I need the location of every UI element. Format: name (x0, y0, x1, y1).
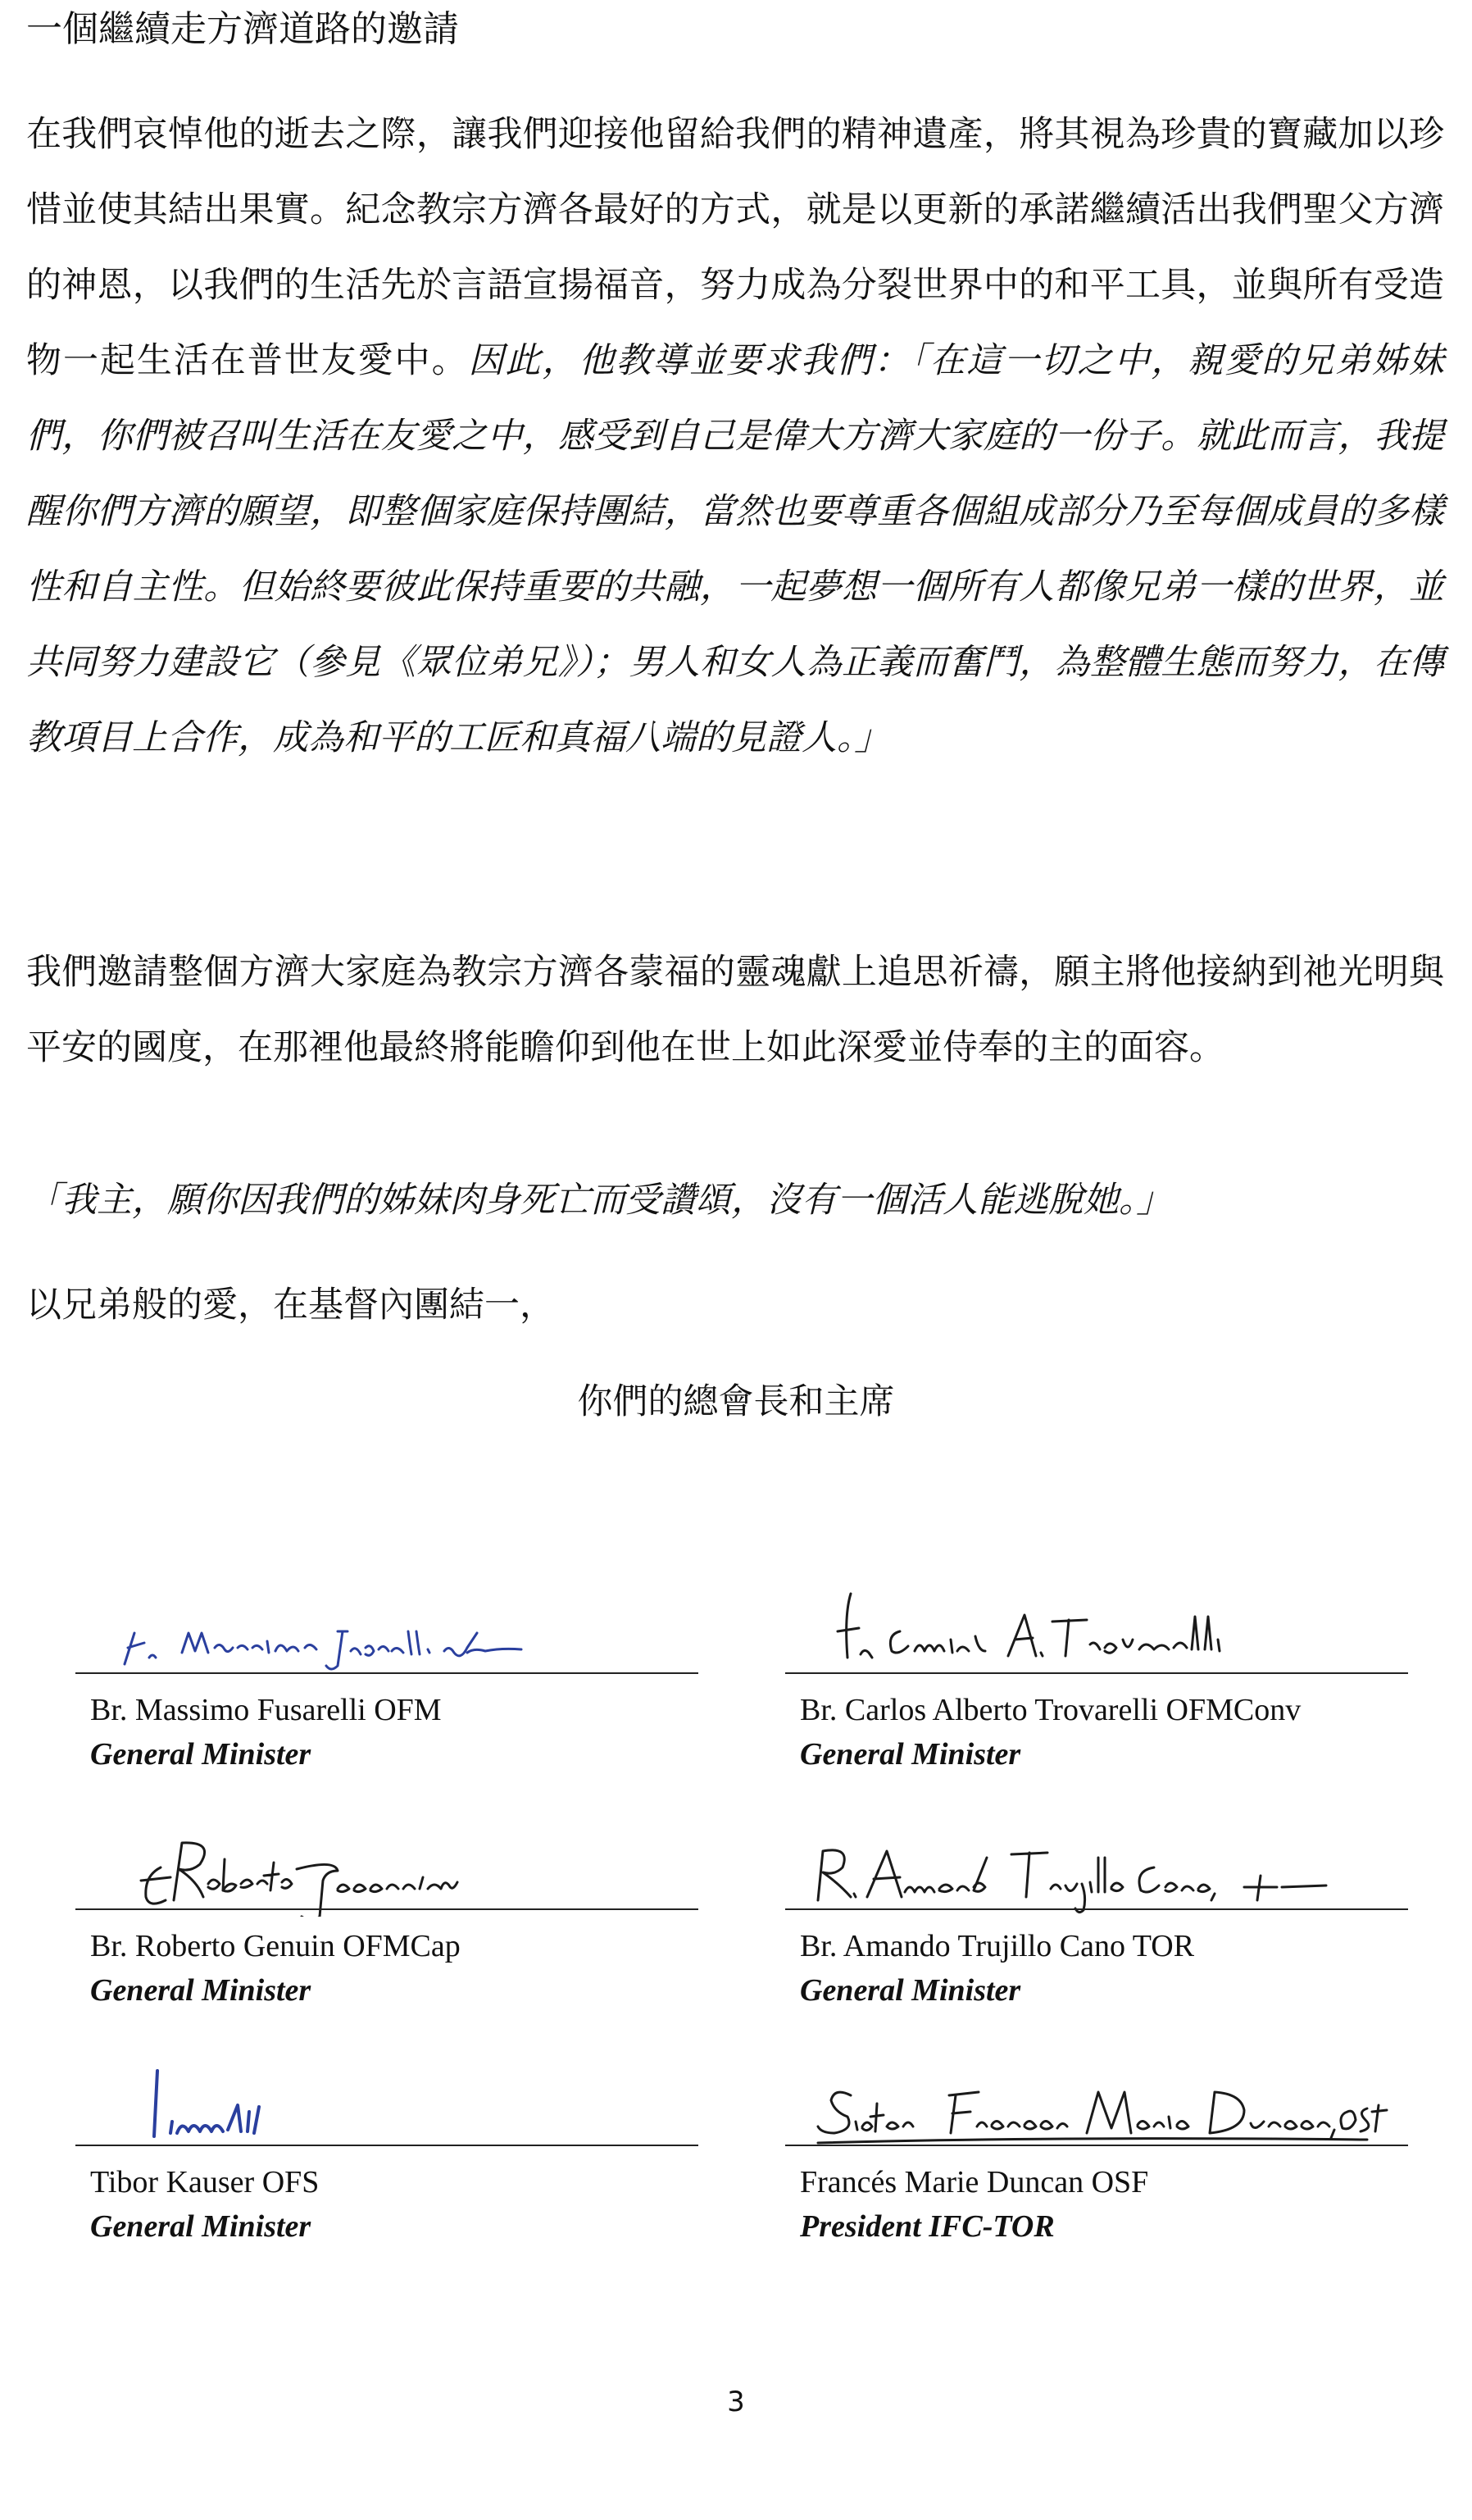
signatory-role: General Minister (800, 1973, 1021, 2008)
signature-block-trovarelli (785, 1582, 1408, 1795)
signature-line (75, 1672, 698, 1674)
signatory-role: General Minister (90, 2209, 311, 2244)
signatory-name: Br. Roberto Genuin OFMCap (90, 1929, 461, 1963)
canticle-quote: 「我主，願你因我們的姊妹肉身死亡而受讚頌，沒有一個活人能逃脫她。」 (26, 1180, 1172, 1221)
signatory-name: Br. Amando Trujillo Cano TOR (800, 1929, 1195, 1963)
signatory-name: Francés Marie Duncan OSF (800, 2165, 1149, 2199)
signature-block-fusarelli (75, 1582, 698, 1795)
signature-line (75, 2145, 698, 2146)
salutation: 以兄弟般的愛，在基督內團結一， (26, 1285, 555, 1326)
handwritten-signature-genuin (92, 1818, 682, 1917)
handwritten-signature-fusarelli (92, 1582, 682, 1681)
signatory-name: Br. Carlos Alberto Trovarelli OFMConv (800, 1693, 1302, 1727)
section-heading: 一個繼續走方濟道路的邀請 (26, 8, 459, 50)
signatory-role: General Minister (90, 1737, 311, 1772)
handwritten-signature-trovarelli (802, 1582, 1392, 1681)
signature-block-kauser (75, 2054, 698, 2268)
signatory-role: President IFC-TOR (800, 2209, 1055, 2244)
handwritten-signature-trujillo (802, 1818, 1392, 1917)
paragraph-legacy-quote: 因此，他教導並要求我們：「在這一切之中，親愛的兄弟姊妹們，你們被召叫生活在友愛之中，感受到自己是偉大方濟大家庭的一份子。就此而言，我提醒你們方濟的願望，即整個家庭保持團結，當然也要尊重各個組成部分乃至每個成員的多樣性和自主性。但始終要彼此保持重要的共融，一起夢想一個所有人都像兄弟一樣的世界，並共同努力建設它（參見《眾位弟兄》）；男人和女人為正義而奮鬥，為整體生態而努力，在傳教項目上合作，成為和平的工匠和真福八端的見證人。」 (26, 340, 1445, 758)
handwritten-signature-duncan (802, 2054, 1392, 2153)
paragraph-legacy-regular: 在我們哀悼他的逝去之際，讓我們迎接他留給我們的精神遺產，將其視為珍貴的寶藏加以珍惜並使其結出果實。紀念教宗方濟各最好的方式，就是以更新的承諾繼續活出我們聖父方濟的神恩，以我們的生活先於言語宣揚福音，努力成為分裂世界中的和平工具，並與所有受造物一起生活在普世友愛中。 (26, 114, 1444, 381)
signature-block-trujillo (785, 1818, 1408, 2031)
signature-line (785, 1908, 1408, 1910)
signature-line (785, 1672, 1408, 1674)
paragraph-invitation: 我們邀請整個方濟大家庭為教宗方濟各蒙福的靈魂獻上追思祈禱，願主將他接納到祂光明與平安的國度，在那裡他最終將能瞻仰到他在世上如此深愛並侍奉的主的面容。 (26, 952, 1444, 1068)
signatory-role: General Minister (800, 1737, 1021, 1772)
handwritten-signature-kauser (92, 2054, 682, 2153)
signature-line (75, 1908, 698, 1910)
signatory-name: Br. Massimo Fusarelli OFM (90, 1693, 442, 1727)
page-number: 3 (727, 2386, 745, 2418)
signature-block-duncan (785, 2054, 1408, 2268)
signatory-name: Tibor Kauser OFS (90, 2165, 320, 2199)
signature-line (785, 2145, 1408, 2146)
signatory-role: General Minister (90, 1973, 311, 2008)
closing-line: 你們的總會長和主席 (577, 1381, 895, 1422)
paragraph-legacy (26, 97, 1444, 776)
signature-block-genuin (75, 1818, 698, 2031)
